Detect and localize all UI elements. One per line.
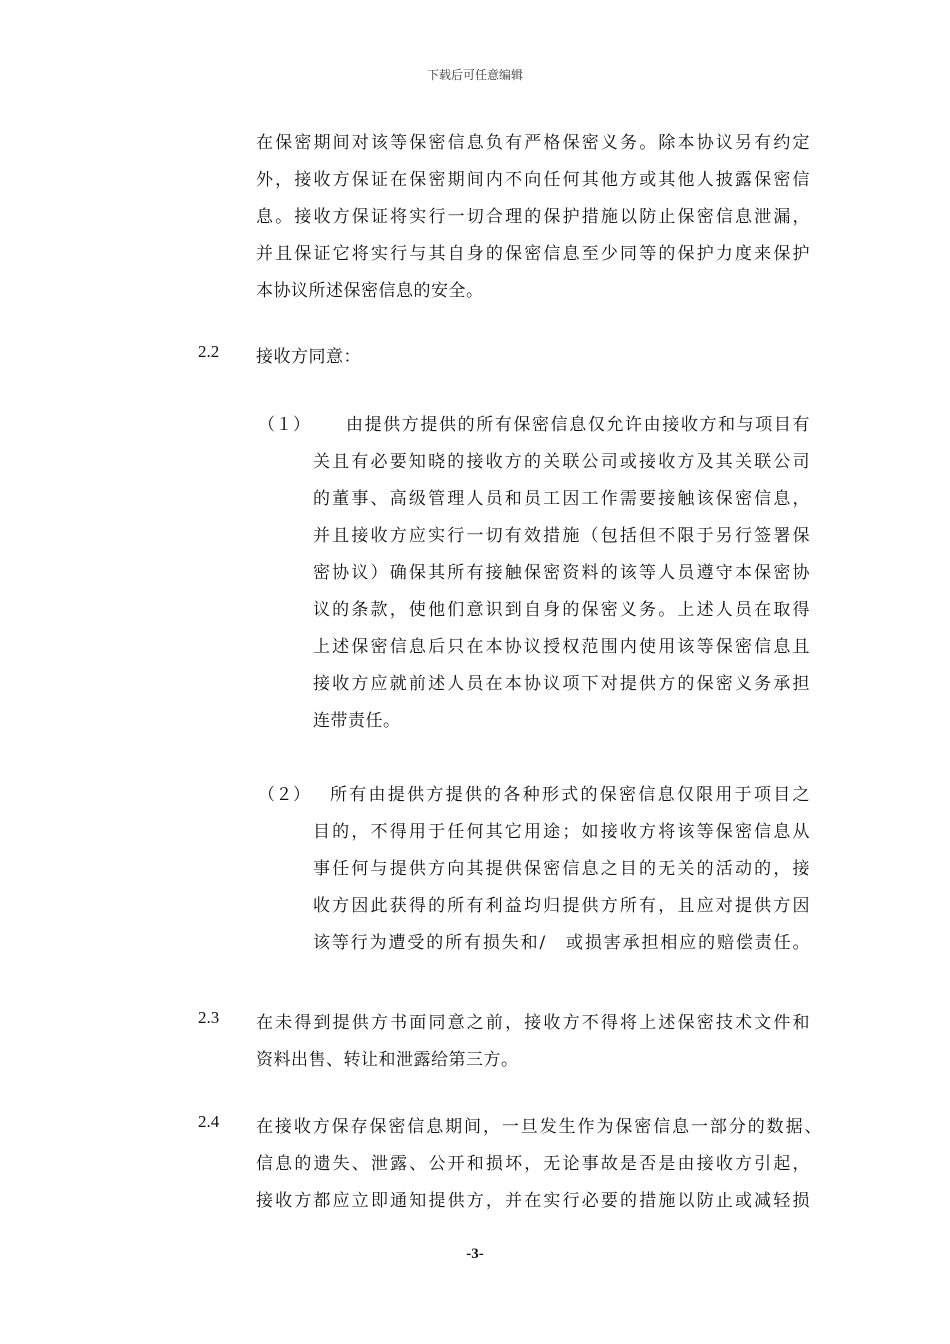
item-line: 并且接收方应实行一切有效措施（包括但不限于另行签署保 bbox=[313, 526, 810, 546]
section-line: 资料出售、转让和泄露给第三方。 bbox=[256, 1050, 519, 1070]
section-number: 2.4 bbox=[198, 1112, 220, 1131]
intro-line: 本协议所述保密信息的安全。 bbox=[256, 281, 484, 301]
section-number: 2.3 bbox=[198, 1008, 220, 1027]
intro-line: 外，接收方保证在保密期间内不向任何其他方或其他人披露保密信 bbox=[256, 170, 810, 190]
page-header: 下载后可任意编辑 bbox=[426, 68, 523, 82]
item-line: 接收方应就前述人员在本协议项下对提供方的保密义务承担 bbox=[313, 674, 810, 694]
item-line: 所有由提供方提供的各种形式的保密信息仅限用于项目之 bbox=[330, 785, 810, 805]
item-line: 关且有必要知晓的接收方的关联公司或接收方及其关联公司 bbox=[313, 452, 810, 472]
item-line: 上述保密信息后只在本协议授权范围内使用该等保密信息且 bbox=[313, 637, 810, 657]
intro-line: 在保密期间对该等保密信息负有严格保密义务。除本协议另有约定 bbox=[256, 133, 810, 153]
item-line: 收方因此获得的所有利益均归提供方所有，且应对提供方因 bbox=[313, 896, 810, 916]
page-number: -3- bbox=[466, 1246, 484, 1262]
item-label: （２） bbox=[258, 785, 311, 805]
item-line: 该等行为遭受的所有损失和/ 或损害承担相应的赔偿责任。 bbox=[313, 933, 810, 953]
section-number: 2.2 bbox=[198, 342, 220, 361]
item-line: 议的条款，使他们意识到自身的保密义务。上述人员在取得 bbox=[313, 600, 810, 620]
section-line: 信息的遗失、泄露、公开和损坏，无论事故是否是由接收方引起， bbox=[256, 1154, 810, 1174]
section-line: 在未得到提供方书面同意之前，接收方不得将上述保密技术文件和 bbox=[256, 1013, 810, 1033]
item-line: 目的，不得用于任何其它用途；如接收方将该等保密信息从 bbox=[313, 822, 810, 842]
item-line: 的董事、高级管理人员和员工因工作需要接触该保密信息， bbox=[313, 489, 810, 509]
item-label: （１） bbox=[258, 415, 311, 435]
section-text: 接收方同意： bbox=[256, 347, 361, 367]
section-line: 在接收方保存保密信息期间，一旦发生作为保密信息一部分的数据、 bbox=[256, 1117, 822, 1137]
intro-line: 并且保证它将实行与其自身的保密信息至少同等的保护力度来保护 bbox=[256, 244, 810, 264]
item-line: 连带责任。 bbox=[313, 711, 401, 731]
intro-line: 息。接收方保证将实行一切合理的保护措施以防止保密信息泄漏， bbox=[256, 207, 810, 227]
item-line: 由提供方提供的所有保密信息仅允许由接收方和与项目有 bbox=[346, 415, 810, 435]
section-line: 接收方都应立即通知提供方，并在实行必要的措施以防止或减轻损 bbox=[256, 1191, 810, 1211]
item-line: 事任何与提供方向其提供保密信息之目的无关的活动的，接 bbox=[313, 859, 810, 879]
item-line: 密协议）确保其所有接触保密资料的该等人员遵守本保密协 bbox=[313, 563, 810, 583]
